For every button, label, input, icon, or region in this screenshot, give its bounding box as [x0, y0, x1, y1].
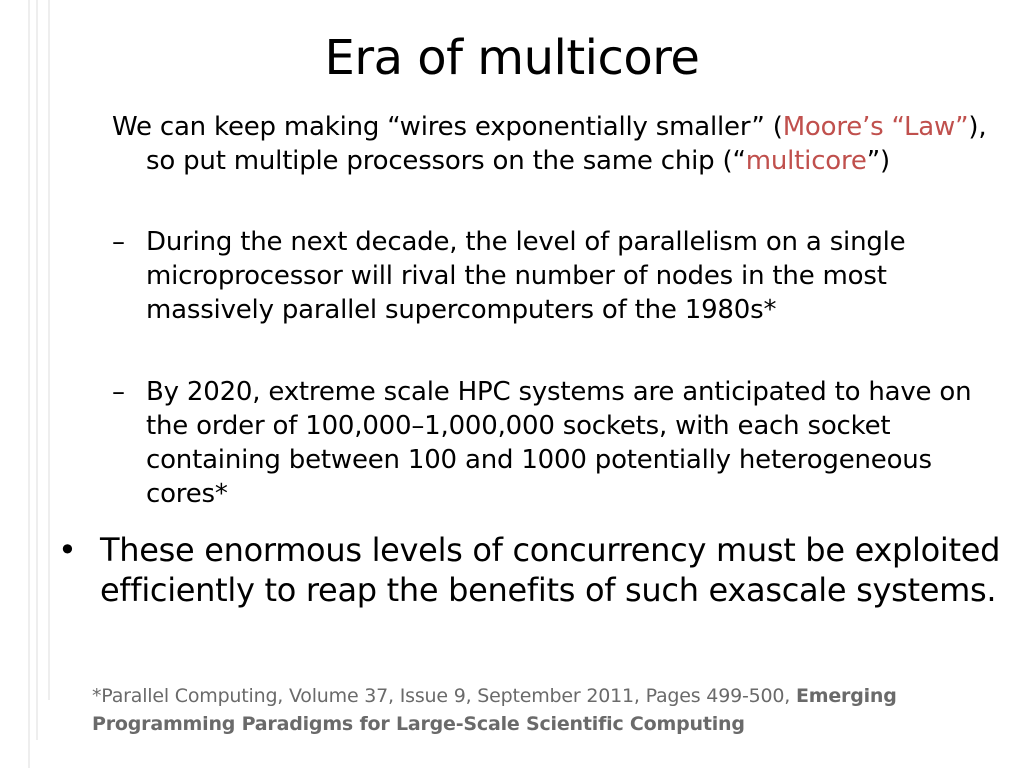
sub-bullet-text: By 2020, extreme scale HPC systems are anticipated to have on the order of 100,000–1,000,000 sockets, with each socket containing between 100 and 1000 potentially heterogeneous cores*	[146, 377, 972, 509]
dash-marker: –	[112, 227, 125, 257]
bullet-marker: •	[58, 531, 77, 569]
footnote-article-title: Emerging Programming Paradigms for Large-Scale Scientific Computing	[92, 685, 897, 735]
intro-text-2: ), so put multiple processors on the same chip (“	[146, 112, 987, 176]
decorative-line	[48, 0, 50, 700]
dash-marker: –	[112, 377, 125, 407]
decorative-line	[36, 0, 38, 740]
footnote-citation: *Parallel Computing, Volume 37, Issue 9, September 2011, Pages 499-500,	[92, 685, 796, 707]
intro-text-3: ”)	[866, 146, 890, 176]
footnote	[92, 682, 992, 738]
sub-bullet-text: During the next decade, the level of parallelism on a single microprocessor will rival the number of nodes in the most massively parallel supercomputers of the 1980s*	[146, 227, 906, 325]
multicore-highlight: multicore	[745, 146, 867, 176]
sub-bullet-2	[112, 375, 1006, 511]
moores-law-highlight: Moore’s “Law”	[782, 112, 969, 142]
intro-text-1: We can keep making “wires exponentially smaller” (	[112, 112, 783, 142]
decorative-line	[28, 0, 30, 768]
intro-paragraph	[112, 110, 1006, 178]
main-bullet-text: These enormous levels of concurrency must be exploited efficiently to reap the benefits of such exascale systems.	[100, 531, 1001, 609]
main-bullet	[58, 530, 1010, 610]
sub-bullet-1	[112, 225, 1006, 327]
slide-title: Era of multicore	[324, 30, 700, 86]
